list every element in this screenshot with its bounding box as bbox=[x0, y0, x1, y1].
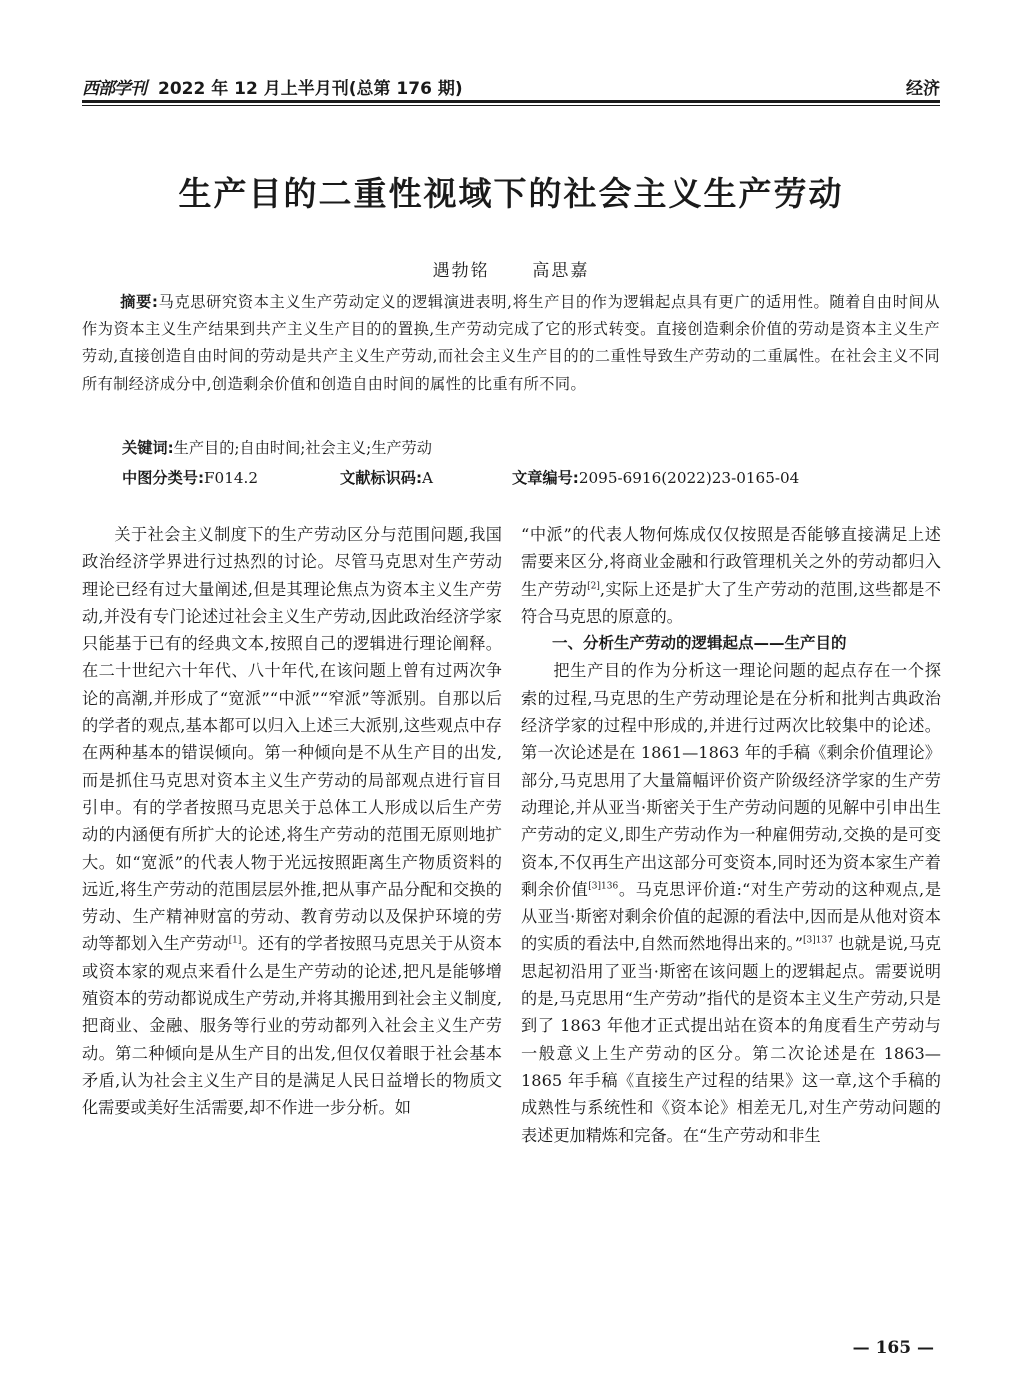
citation-ref: [1] bbox=[228, 936, 242, 947]
doc-code-value: A bbox=[422, 469, 433, 487]
page-number: — 165 — bbox=[852, 1338, 934, 1358]
keywords bbox=[122, 437, 432, 458]
section-heading: 一、分析生产劳动的逻辑起点——生产目的 bbox=[552, 634, 847, 653]
citation-ref: [3]137 bbox=[803, 936, 833, 947]
citation-ref: [2] bbox=[587, 581, 600, 592]
clc-code bbox=[122, 467, 258, 488]
citation-ref: [3]136 bbox=[588, 881, 619, 892]
abstract-label: 摘要: bbox=[120, 293, 159, 311]
article-authors: 遇勃铭 高思嘉 bbox=[432, 261, 590, 281]
doc-code bbox=[340, 467, 433, 488]
clc-value: F014.2 bbox=[204, 469, 259, 487]
clc-label: 中图分类号: bbox=[122, 469, 205, 487]
paragraph: “中派”的代表人物何炼成仅仅按照是否能够直接满足上述需要来区分,将商业金融和行政管理机关之外的劳动都归入生产劳动[2],实际上还是扩大了生产劳动的范围,这些都是不符合马克思的原意的。 bbox=[521, 525, 941, 626]
article-title: 生产目的二重性视域下的社会主义生产劳动 bbox=[178, 174, 844, 213]
keywords-label: 关键词: bbox=[122, 439, 174, 457]
article-number-label: 文章编号: bbox=[512, 469, 579, 487]
journal-logo: 西部学刊 bbox=[82, 79, 146, 99]
section-name: 经济 bbox=[906, 79, 940, 99]
header-rule-thin bbox=[82, 105, 940, 106]
abstract bbox=[82, 289, 940, 398]
running-header bbox=[82, 70, 940, 100]
paragraph: 把生产目的作为分析这一理论问题的起点存在一个探索的过程,马克思的生产劳动理论是在分析和批判古典政治经济学家的过程中形成的,并进行过两次比较集中的论述。第一次论述是在 1861—1863 年的手稿《剩余价值理论》部分,马克思用了大量篇幅评价资产阶级经济学家的生产劳动理论,并从亚当·斯密关于生产劳动问题的见解中引申出生产劳动的定义,即生产劳动作为一种雇佣劳动,交换的是可变资本,不仅再生产出这部分可变资本,同时还为资本家生产着剩余价值$^{[3]136}$。马克思评价道:“对生产劳动的这种观点,是从亚当·斯密对剩余价值的起源的看法中,因而是从他对资本的实质的看法中,自然而然地得出来的。”$^{[3]137}$ 也就是说,马克思起初沿用了亚当·斯密在该问题上的逻辑起点。需要说明的是,马克思用“生产劳动”指代的是资本主义生产劳动,只是到了 1863 年他才正式提出站在资本的角度看生产劳动与一般意义上生产劳动的区分。第二次论述是在 1863—1865 年手稿《直接生产过程的结果》这一章,这个手稿的成熟性与系统性和《资本论》相差无几,对生产劳动问题的表述更加精炼和完备。在“生产劳动和非生 bbox=[521, 661, 942, 1145]
keywords-text: 生产目的;自由时间;社会主义;生产劳动 bbox=[173, 439, 432, 457]
paragraph: 关于社会主义制度下的生产劳动区分与范围问题,我国政治经济学界进行过热烈的讨论。尽管马克思对生产劳动理论已经有过大量阐述,但是其理论焦点为资本主义生产劳动,并没有专门论述过社会主义生产劳动,因此政治经济学家只能基于已有的经典文本,按照自己的逻辑进行理论阐释。在二十世纪六十年代、八十年代,在该问题上曾有过两次争论的高潮,并形成了“宽派”“中派”“窄派”等派别。自那以后的学者的观点,基本都可以归入上述三大派别,这些观点中存在两种基本的错误倾向。第一种倾向是不从生产目的出发,而是抓住马克思对资本主义生产劳动的局部观点进行盲目引申。有的学者按照马克思关于总体工人形成以后生产劳动的内涵便有所扩大的论述,将生产劳动的范围无原则地扩大。如“宽派”的代表人物于光远按照距离生产物质资料的远近,将生产劳动的范围层层外推,把从事产品分配和交换的劳动、生产精神财富的劳动、教育劳动以及保护环境的劳动等都划入生产劳动[1]。还有的学者按照马克思关于从资本或资本家的观点来看什么是生产劳动的论述,把凡是能够增殖资本的劳动都说成生产劳动,并将其搬用到社会主义制度,把商业、金融、服务等行业的劳动都列入社会主义生产劳动。第二种倾向是从生产目的出发,但仅仅着眼于社会基本矛盾,认为社会主义生产目的是满足人民日益增长的物质文化需要或美好生活需要,却不作进一步分析。如 bbox=[82, 525, 502, 1118]
abstract-text: 马克思研究资本主义生产劳动定义的逻辑演进表明,将生产目的作为逻辑起点具有更广的适用性。随着自由时间从作为资本主义生产结果到共产主义生产目的的置换,生产劳动完成了它的形式转变。直接创造剩余价值的劳动是资本主义生产劳动,直接创造自由时间的劳动是共产主义生产劳动,而社会主义生产目的的二重性导致生产劳动的二重属性。在社会主义不同所有制经济成分中,创造剩余价值和创造自由时间的属性的比重有所不同。 bbox=[82, 293, 940, 393]
header-rule-thick bbox=[82, 100, 940, 103]
classification-line bbox=[122, 467, 940, 493]
body-column-left bbox=[82, 521, 502, 1122]
doc-code-label: 文献标识码: bbox=[340, 469, 423, 487]
body-column-right bbox=[521, 521, 941, 1149]
issue-info: 2022 年 12 月上半月刊(总第 176 期) bbox=[158, 79, 463, 99]
article-number-value: 2095-6916(2022)23-0165-04 bbox=[578, 469, 800, 487]
article-number bbox=[512, 467, 799, 488]
